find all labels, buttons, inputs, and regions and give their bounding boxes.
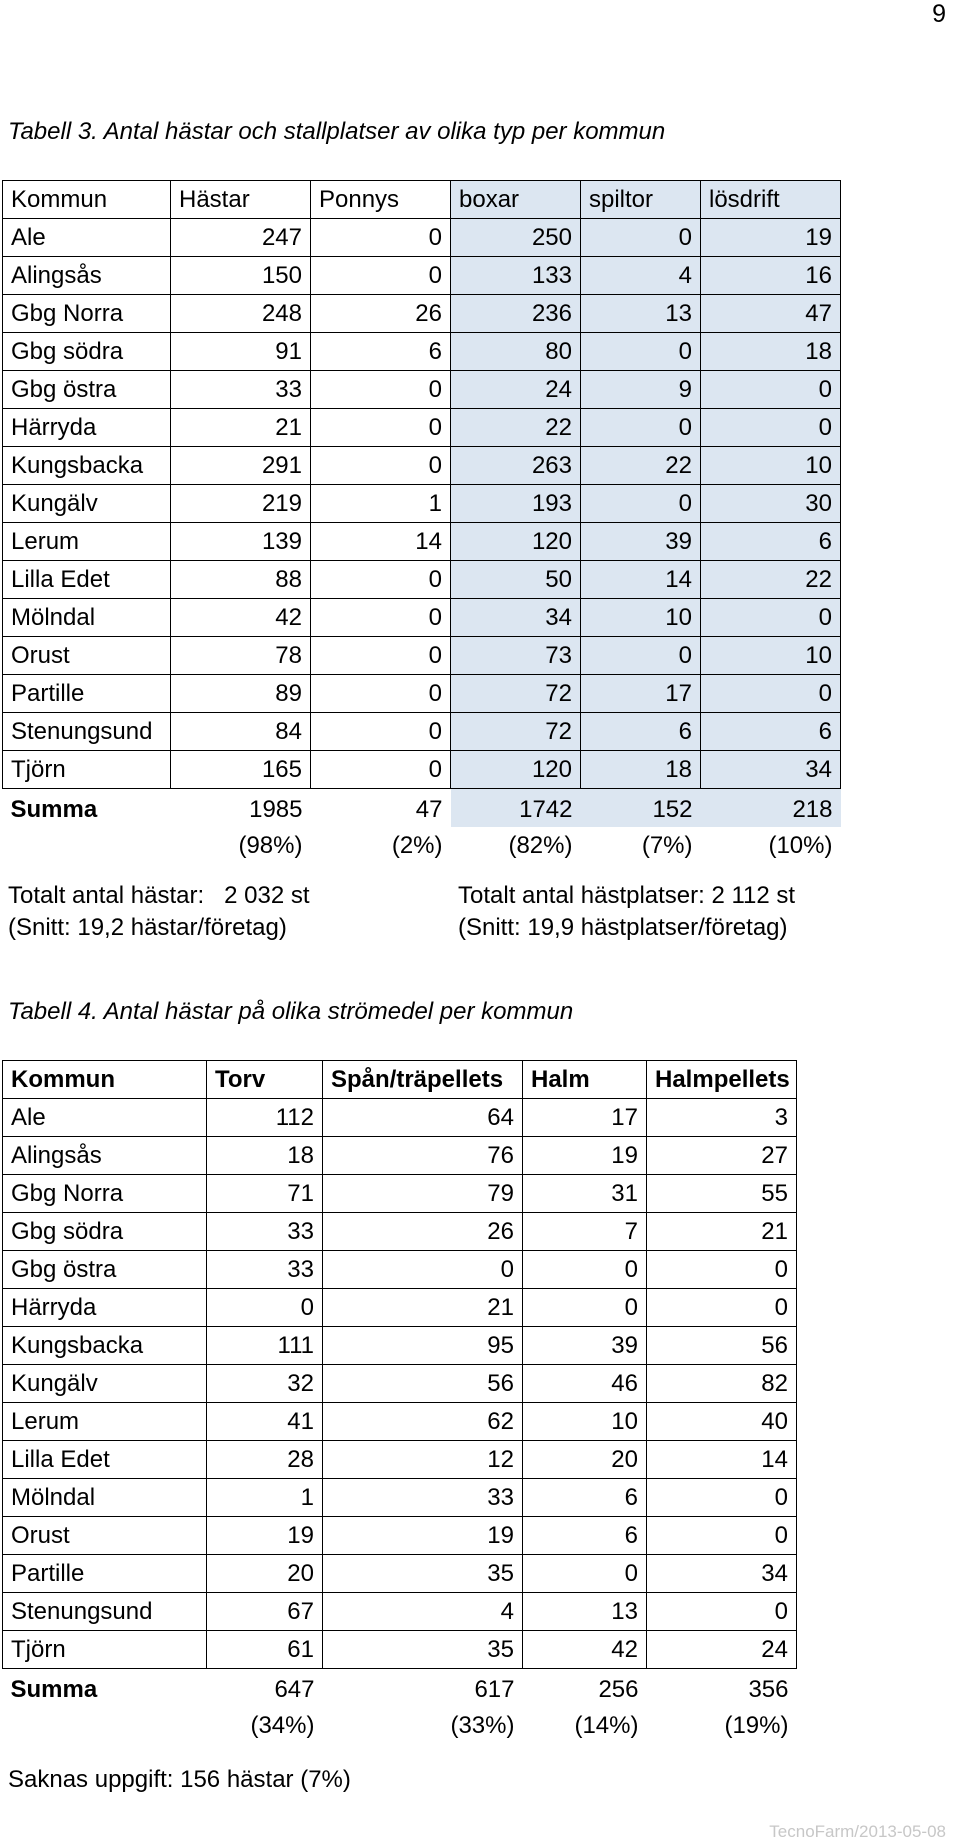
table-cell: 6 <box>701 713 841 751</box>
row-label: Mölndal <box>3 1479 207 1517</box>
table-cell: 31 <box>523 1175 647 1213</box>
table-cell: 0 <box>323 1251 523 1289</box>
table-cell: 76 <box>323 1137 523 1175</box>
table-cell: 22 <box>451 409 581 447</box>
table-cell: 12 <box>323 1441 523 1479</box>
table-cell: 24 <box>647 1631 797 1669</box>
table-cell: 14 <box>647 1441 797 1479</box>
table4-header-cell: Spån/träpellets <box>323 1061 523 1099</box>
table-cell: 73 <box>451 637 581 675</box>
table-cell: 0 <box>311 599 451 637</box>
sum-label: Summa <box>10 795 98 823</box>
table-cell: 55 <box>647 1175 797 1213</box>
row-label: Härryda <box>3 1289 207 1327</box>
table-row <box>3 485 841 523</box>
table-cell: 263 <box>451 447 581 485</box>
row-label: Ale <box>3 219 171 257</box>
table-cell: 21 <box>323 1289 523 1327</box>
sum-cell: 218 <box>701 789 841 827</box>
table-cell: 19 <box>207 1517 323 1555</box>
table-cell: 22 <box>701 561 841 599</box>
table-cell: 28 <box>207 1441 323 1479</box>
table-row <box>3 447 841 485</box>
table-row <box>3 1517 797 1555</box>
percent-cell: (14%) <box>574 1711 639 1739</box>
row-label: Gbg östra <box>3 1251 207 1289</box>
table-row <box>3 1327 797 1365</box>
row-label: Kungsbacka <box>3 1327 207 1365</box>
table3-header-cell: Kommun <box>3 181 171 219</box>
row-label: Stenungsund <box>3 713 171 751</box>
table-cell: 84 <box>171 713 311 751</box>
table-row <box>3 751 841 789</box>
table-cell: 64 <box>323 1099 523 1137</box>
table-row <box>3 1251 797 1289</box>
table-cell: 10 <box>523 1403 647 1441</box>
table-cell: 6 <box>523 1479 647 1517</box>
table-cell: 39 <box>581 523 701 561</box>
table-cell: 35 <box>323 1555 523 1593</box>
table-cell: 1 <box>311 485 451 523</box>
table-cell: 40 <box>647 1403 797 1441</box>
table-cell: 18 <box>207 1137 323 1175</box>
table-cell: 0 <box>701 599 841 637</box>
table-row <box>3 561 841 599</box>
percent-cell: (82%) <box>508 831 573 859</box>
table-cell: 47 <box>701 295 841 333</box>
table-row <box>3 333 841 371</box>
table-cell: 3 <box>647 1099 797 1137</box>
row-label: Alingsås <box>3 1137 207 1175</box>
table-cell: 0 <box>647 1289 797 1327</box>
table-row <box>3 1479 797 1517</box>
table-cell: 18 <box>581 751 701 789</box>
table-cell: 0 <box>311 409 451 447</box>
table-cell: 4 <box>323 1593 523 1631</box>
row-label: Lerum <box>3 1403 207 1441</box>
table4-header-row <box>3 1061 797 1099</box>
table-cell: 13 <box>581 295 701 333</box>
table-row <box>3 675 841 713</box>
table-row <box>3 371 841 409</box>
sum-cell: 152 <box>581 789 701 827</box>
table-cell: 72 <box>451 675 581 713</box>
table-cell: 33 <box>171 371 311 409</box>
row-label: Tjörn <box>3 751 171 789</box>
table-cell: 17 <box>581 675 701 713</box>
row-label: Lerum <box>3 523 171 561</box>
table-cell: 150 <box>171 257 311 295</box>
avg-horses-line: (Snitt: 19,2 hästar/företag) <box>8 914 287 941</box>
table-cell: 24 <box>451 371 581 409</box>
table3-header-cell: lösdrift <box>701 181 841 219</box>
row-label: Ale <box>3 1099 207 1137</box>
table-row <box>3 637 841 675</box>
table-cell: 18 <box>701 333 841 371</box>
table-cell: 133 <box>451 257 581 295</box>
table-cell: 95 <box>323 1327 523 1365</box>
table-row <box>3 713 841 751</box>
table3-header-row <box>3 181 841 219</box>
table-cell: 0 <box>311 713 451 751</box>
table-cell: 6 <box>523 1517 647 1555</box>
table-cell: 89 <box>171 675 311 713</box>
row-label: Alingsås <box>3 257 171 295</box>
table-cell: 14 <box>581 561 701 599</box>
total-horses-line: Totalt antal hästar: 2 032 st <box>8 882 310 909</box>
table-row <box>3 1403 797 1441</box>
table-cell: 46 <box>523 1365 647 1403</box>
table-cell: 13 <box>523 1593 647 1631</box>
footer-stamp: TecnoFarm/2013-05-08 <box>769 1822 946 1841</box>
table-cell: 56 <box>647 1327 797 1365</box>
table-row <box>3 295 841 333</box>
row-label: Gbg södra <box>3 1213 207 1251</box>
table3-percent-row <box>3 827 841 865</box>
table-cell: 0 <box>523 1555 647 1593</box>
table-cell: 16 <box>701 257 841 295</box>
table-cell: 248 <box>171 295 311 333</box>
table-cell: 56 <box>323 1365 523 1403</box>
table-cell: 139 <box>171 523 311 561</box>
table-cell: 0 <box>581 637 701 675</box>
table-row <box>3 219 841 257</box>
row-label: Kungsbacka <box>3 447 171 485</box>
row-label: Orust <box>3 637 171 675</box>
table3-caption: Tabell 3. Antal hästar och stallplatser av olika typ per kommun <box>8 118 666 145</box>
percent-cell: (7%) <box>641 831 693 859</box>
table-cell: 34 <box>451 599 581 637</box>
table-cell: 10 <box>581 599 701 637</box>
table-cell: 0 <box>581 333 701 371</box>
sum-label: Summa <box>10 1675 98 1703</box>
table-cell: 79 <box>323 1175 523 1213</box>
table-cell: 4 <box>581 257 701 295</box>
table-row <box>3 1213 797 1251</box>
table-cell: 0 <box>581 409 701 447</box>
table-cell: 19 <box>523 1137 647 1175</box>
table-cell: 21 <box>171 409 311 447</box>
table-cell: 33 <box>207 1213 323 1251</box>
table-cell: 0 <box>311 371 451 409</box>
percent-cell: (98%) <box>238 831 303 859</box>
table-cell: 42 <box>523 1631 647 1669</box>
sum-cell: 256 <box>598 1675 639 1703</box>
table-cell: 120 <box>451 523 581 561</box>
table-cell: 39 <box>523 1327 647 1365</box>
sum-cell: 47 <box>415 795 443 823</box>
table-cell: 0 <box>311 751 451 789</box>
table-cell: 247 <box>171 219 311 257</box>
table-cell: 19 <box>701 219 841 257</box>
row-label: Lilla Edet <box>3 561 171 599</box>
table3-sum-row <box>3 789 841 827</box>
table-cell: 0 <box>647 1251 797 1289</box>
row-label: Mölndal <box>3 599 171 637</box>
row-label: Gbg östra <box>3 371 171 409</box>
table-cell: 236 <box>451 295 581 333</box>
table-cell: 0 <box>311 561 451 599</box>
table-cell: 0 <box>523 1251 647 1289</box>
table-cell: 250 <box>451 219 581 257</box>
row-label: Gbg södra <box>3 333 171 371</box>
table-cell: 0 <box>647 1479 797 1517</box>
table-cell: 34 <box>701 751 841 789</box>
table4-caption: Tabell 4. Antal hästar på olika strömedel per kommun <box>8 998 574 1025</box>
table-cell: 0 <box>701 371 841 409</box>
table-cell: 20 <box>207 1555 323 1593</box>
table-cell: 80 <box>451 333 581 371</box>
table4-header-cell: Halmpellets <box>647 1061 797 1099</box>
table-cell: 26 <box>311 295 451 333</box>
percent-cell: (33%) <box>450 1711 515 1739</box>
table3-header-cell: Ponnys <box>311 181 451 219</box>
row-label: Orust <box>3 1517 207 1555</box>
table-row <box>3 1555 797 1593</box>
table-cell: 22 <box>581 447 701 485</box>
row-label: Gbg Norra <box>3 295 171 333</box>
table-row <box>3 1365 797 1403</box>
percent-cell <box>3 827 171 865</box>
table-row <box>3 1631 797 1669</box>
table-cell: 7 <box>523 1213 647 1251</box>
table-cell: 88 <box>171 561 311 599</box>
table-cell: 91 <box>171 333 311 371</box>
table-cell: 17 <box>523 1099 647 1137</box>
row-label: Gbg Norra <box>3 1175 207 1213</box>
table4-header-cell: Halm <box>523 1061 647 1099</box>
table-cell: 42 <box>171 599 311 637</box>
sum-cell: 356 <box>748 1675 789 1703</box>
table-cell: 62 <box>323 1403 523 1441</box>
table-cell: 20 <box>523 1441 647 1479</box>
row-label: Härryda <box>3 409 171 447</box>
table-row <box>3 1289 797 1327</box>
row-label: Partille <box>3 1555 207 1593</box>
percent-cell: (34%) <box>250 1711 315 1739</box>
table-row <box>3 409 841 447</box>
table-cell: 165 <box>171 751 311 789</box>
percent-cell: (10%) <box>768 831 833 859</box>
table3-header-cell: boxar <box>451 181 581 219</box>
table4-header-cell: Kommun <box>3 1061 207 1099</box>
sum-cell: 1742 <box>451 789 581 827</box>
total-places <box>458 880 795 944</box>
sum-cell: 1985 <box>249 795 303 823</box>
table-cell: 1 <box>207 1479 323 1517</box>
table-cell: 111 <box>207 1327 323 1365</box>
table-cell: 72 <box>451 713 581 751</box>
table-cell: 193 <box>451 485 581 523</box>
table-cell: 71 <box>207 1175 323 1213</box>
table3 <box>2 180 841 865</box>
table-row <box>3 523 841 561</box>
table4-percent-row <box>3 1707 797 1745</box>
table-cell: 0 <box>647 1593 797 1631</box>
table-cell: 0 <box>701 409 841 447</box>
table4 <box>2 1060 797 1745</box>
table-cell: 0 <box>311 637 451 675</box>
table-cell: 0 <box>207 1289 323 1327</box>
table-cell: 120 <box>451 751 581 789</box>
missing-data-note: Saknas uppgift: 156 hästar (7%) <box>8 1766 351 1793</box>
table-cell: 32 <box>207 1365 323 1403</box>
table-cell: 14 <box>311 523 451 561</box>
avg-places-line: (Snitt: 19,9 hästplatser/företag) <box>458 914 788 941</box>
table-cell: 30 <box>701 485 841 523</box>
table-cell: 19 <box>323 1517 523 1555</box>
row-label: Partille <box>3 675 171 713</box>
row-label: Kungälv <box>3 485 171 523</box>
table-cell: 41 <box>207 1403 323 1441</box>
table3-header-cell: Hästar <box>171 181 311 219</box>
table-cell: 0 <box>647 1517 797 1555</box>
table-cell: 50 <box>451 561 581 599</box>
row-label: Kungälv <box>3 1365 207 1403</box>
table-row <box>3 1175 797 1213</box>
percent-cell: (19%) <box>724 1711 789 1739</box>
row-label: Stenungsund <box>3 1593 207 1631</box>
table-cell: 0 <box>701 675 841 713</box>
table-cell: 27 <box>647 1137 797 1175</box>
table-cell: 6 <box>581 713 701 751</box>
table-cell: 82 <box>647 1365 797 1403</box>
page-number: 9 <box>932 0 946 28</box>
table-cell: 0 <box>581 485 701 523</box>
percent-cell <box>3 1707 207 1745</box>
table4-header-cell: Torv <box>207 1061 323 1099</box>
table-cell: 78 <box>171 637 311 675</box>
table-cell: 33 <box>207 1251 323 1289</box>
table-cell: 291 <box>171 447 311 485</box>
row-label: Tjörn <box>3 1631 207 1669</box>
table-row <box>3 1137 797 1175</box>
table-cell: 112 <box>207 1099 323 1137</box>
table-cell: 34 <box>647 1555 797 1593</box>
table-cell: 6 <box>701 523 841 561</box>
table-cell: 26 <box>323 1213 523 1251</box>
total-horses <box>8 880 310 944</box>
table-cell: 219 <box>171 485 311 523</box>
table-row <box>3 1593 797 1631</box>
table-cell: 21 <box>647 1213 797 1251</box>
table-cell: 0 <box>311 447 451 485</box>
table-cell: 67 <box>207 1593 323 1631</box>
table-cell: 0 <box>523 1289 647 1327</box>
total-places-line: Totalt antal hästplatser: 2 112 st <box>458 882 796 909</box>
sum-cell: 617 <box>474 1675 515 1703</box>
table-cell: 6 <box>311 333 451 371</box>
table-cell: 35 <box>323 1631 523 1669</box>
table-cell: 0 <box>311 675 451 713</box>
percent-cell: (2%) <box>391 831 443 859</box>
sum-cell: 647 <box>274 1675 315 1703</box>
table-cell: 0 <box>311 257 451 295</box>
table-row <box>3 257 841 295</box>
table-cell: 0 <box>581 219 701 257</box>
table-cell: 0 <box>311 219 451 257</box>
table-cell: 33 <box>323 1479 523 1517</box>
table-row <box>3 599 841 637</box>
table-cell: 10 <box>701 637 841 675</box>
table-cell: 61 <box>207 1631 323 1669</box>
table-cell: 10 <box>701 447 841 485</box>
table4-sum-row <box>3 1669 797 1707</box>
table-cell: 9 <box>581 371 701 409</box>
table-row <box>3 1441 797 1479</box>
row-label: Lilla Edet <box>3 1441 207 1479</box>
table3-header-cell: spiltor <box>581 181 701 219</box>
table-row <box>3 1099 797 1137</box>
